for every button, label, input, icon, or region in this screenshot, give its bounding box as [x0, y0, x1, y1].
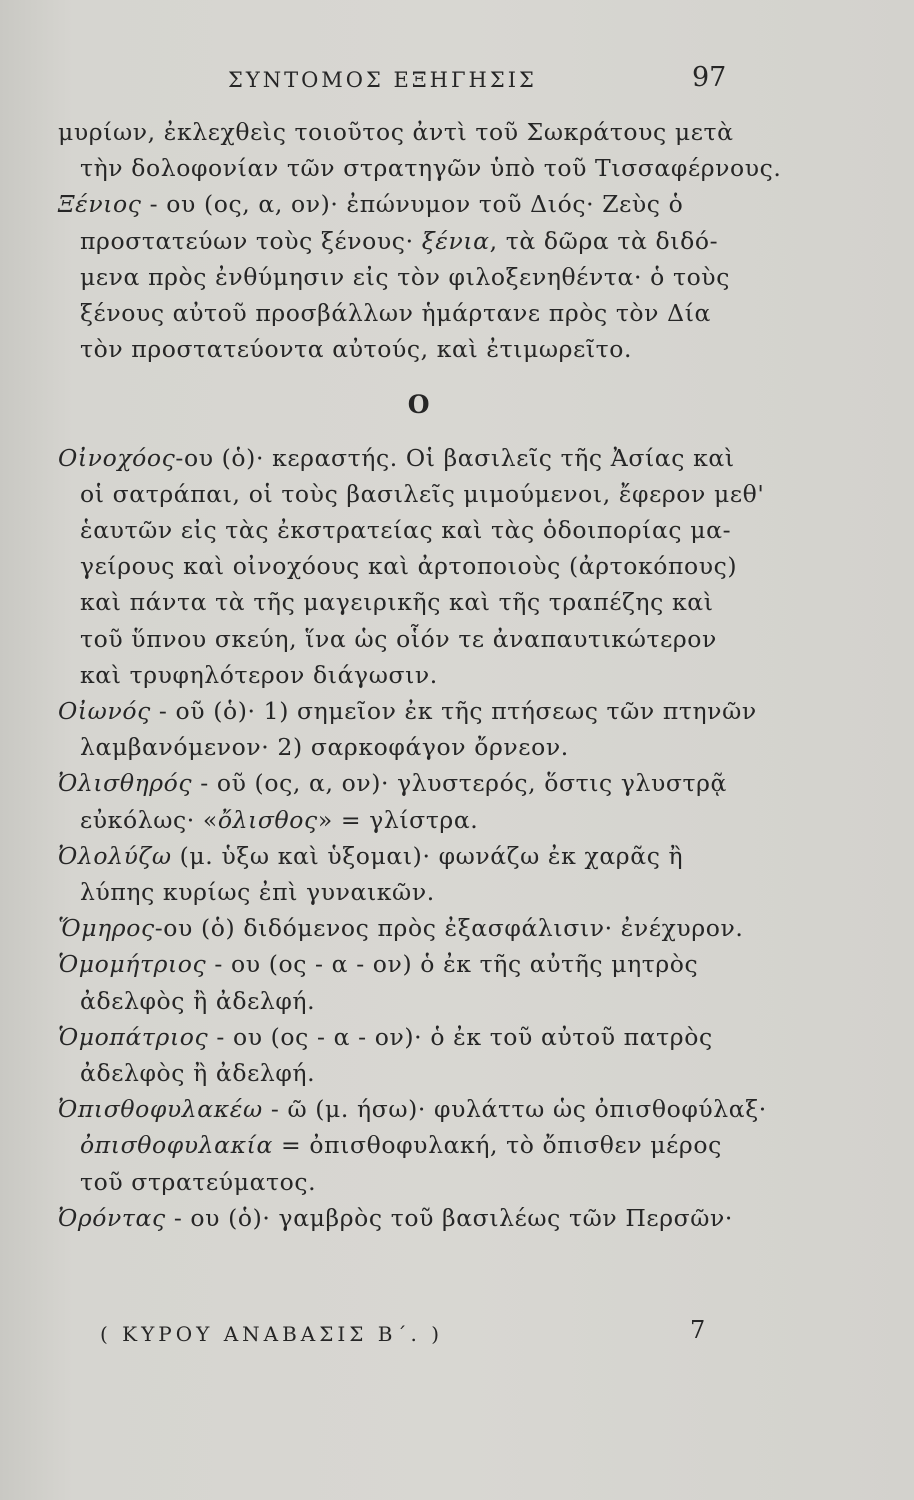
headword: Ὁμομήτριος	[58, 950, 207, 979]
entry-line	[58, 1055, 770, 1091]
entry-text: - ου (ὁ)· γαμβρὸς τοῦ βασιλέως τῶν Περσῶν·	[165, 1203, 733, 1232]
glossary-entry	[58, 1091, 770, 1200]
entry-line	[58, 440, 770, 476]
entry-line	[58, 1019, 770, 1055]
entry-text: ξένους αὐτοῦ προσβάλλων ἡμάρτανε πρὸς τὸν Δία	[80, 299, 711, 328]
entry-line	[58, 223, 770, 259]
entry-line	[58, 838, 770, 874]
entry-text: - οῦ (ος, α, ον)· γλυστερός, ὅστις γλυστρᾷ	[192, 769, 728, 798]
entry-text: ἀδελφὸς ἢ ἀδελφή.	[80, 986, 316, 1015]
italic-term: ὄλισθος	[217, 805, 318, 834]
section-letter: Ο	[407, 390, 431, 420]
entry-text: - ου (ος - α - ον)· ὁ ἐκ τοῦ αὐτοῦ πατρὸς	[208, 1022, 713, 1051]
headword: Ὀλισθηρός	[58, 769, 193, 798]
entry-text: - οῦ (ὁ)· 1) σημεῖον ἐκ τῆς πτήσεως τῶν πτηνῶν	[150, 697, 757, 726]
entry-line	[58, 295, 770, 331]
entry-line	[58, 1200, 770, 1236]
entry-text: ἑαυτῶν εἰς τὰς ἐκστρατείας καὶ τὰς ὁδοιπορίας μα-	[80, 516, 732, 545]
running-head	[0, 62, 914, 92]
printer-signature: ( ΚΥΡΟΥ ΑΝΑΒΑΣΙΣ Β΄. )	[100, 1322, 443, 1346]
entry-text: (μ. ὑξω καὶ ὑξομαι)· φωνάζω ἐκ χαρᾶς ἢ	[171, 841, 684, 870]
headword: Ὀρόντας	[58, 1203, 166, 1232]
entry-text: - ου (ος - α - ον) ὁ ἐκ τῆς αὐτῆς μητρὸς	[206, 950, 699, 979]
italic-term: ξένια	[421, 226, 490, 255]
headword: Οἰνοχόος	[58, 443, 176, 472]
entry-text: προστατεύων τοὺς ξένους·	[80, 226, 422, 255]
entry-text: -ου (ὁ) διδόμενος πρὸς ἐξασφάλισιν· ἐνέχυρον.	[154, 914, 744, 943]
headword: Ὅμηρος	[58, 914, 155, 943]
entry-line	[58, 765, 770, 801]
glossary-entry	[58, 186, 770, 367]
entry-text: - ῶ (μ. ήσω)· φυλάττω ὡς ὀπισθοφύλαξ·	[262, 1095, 767, 1124]
entry-text: , τὰ δῶρα τὰ διδό-	[489, 226, 719, 255]
italic-term: ὀπισθοφυλακία	[80, 1131, 273, 1160]
headword: Ὀπισθοφυλακέω	[58, 1095, 263, 1124]
entry-text: = ὀπισθοφυλακή, τὸ ὄπισθεν μέρος	[272, 1131, 722, 1160]
entry-line	[58, 1127, 770, 1163]
glossary-text	[58, 114, 782, 1236]
entry-text: τὴν δολοφονίαν τῶν στρατηγῶν ὑπὸ τοῦ Τισσαφέρνους.	[80, 154, 782, 183]
entry-line	[58, 693, 770, 729]
entry-text: γείρους καὶ οἰνοχόους καὶ ἀρτοποιοὺς (ἀρτοκόπους)	[80, 552, 738, 581]
entry-line	[58, 548, 770, 584]
entry-line	[58, 729, 770, 765]
entry-line	[58, 331, 770, 367]
entry-text: λύπης κυρίως ἐπὶ γυναικῶν.	[80, 878, 435, 907]
signature-line	[100, 1316, 720, 1356]
entry-text: τοῦ στρατεύματος.	[80, 1167, 317, 1196]
entry-line	[58, 150, 782, 186]
entry-line	[58, 512, 770, 548]
entry-text: -ου (ὁ)· κεραστής. Οἱ βασιλεῖς τῆς Ἀσίας καὶ	[175, 443, 735, 472]
entry-text: λαμβανόμενον· 2) σαρκοφάγον ὄρνεον.	[80, 733, 569, 762]
entry-line	[58, 983, 770, 1019]
headword: Ὁμοπάτριος	[58, 1022, 209, 1051]
entry-text: μενα πρὸς ἐνθύμησιν εἰς τὸν φιλοξενηθέντα· ὁ τοὺς	[80, 262, 730, 291]
entry-line	[58, 802, 770, 838]
glossary-entry	[58, 693, 770, 765]
entry-text: μυρίων, ἐκλεχθεὶς τοιοῦτος ἀντὶ τοῦ Σωκράτους μετὰ	[58, 118, 734, 146]
entry-text: τοῦ ὕπνου σκεύη, ἵνα ὡς οἷόν τε ἀναπαυτικώτερον	[80, 624, 717, 653]
entry-line	[58, 657, 770, 693]
entry-line	[58, 1164, 770, 1200]
entry-line	[58, 186, 770, 222]
entry-line	[58, 621, 770, 657]
glossary-entry	[58, 440, 770, 693]
entry-text: ἀδελφὸς ἢ ἀδελφή.	[80, 1059, 316, 1088]
entry-text: καὶ τρυφηλότερον διάγωσιν.	[80, 660, 438, 689]
glossary-entry	[58, 114, 782, 186]
entry-line	[58, 584, 770, 620]
headword: Ξένιος	[58, 190, 142, 219]
running-title: ΣΥΝΤΟΜΟΣ ΕΞΗΓΗΣΙΣ	[228, 68, 537, 92]
page-number: 97	[692, 62, 727, 93]
entry-line	[58, 946, 770, 982]
entry-text: » = γλίστρα.	[317, 805, 479, 834]
glossary-entry	[58, 946, 770, 1018]
entry-line	[58, 114, 770, 150]
entry-line	[58, 1091, 770, 1127]
entry-text: - ου (ος, α, ον)· ἐπώνυμον τοῦ Διός· Ζεὺς ὁ	[141, 190, 684, 219]
glossary-entry	[58, 765, 770, 837]
entry-text: τὸν προστατεύοντα αὐτούς, καὶ ἐτιμωρεῖτο.	[80, 335, 633, 364]
entry-line	[58, 476, 770, 512]
entry-text: εὐκόλως· «	[80, 805, 218, 834]
glossary-entry	[58, 1019, 770, 1091]
entry-line	[58, 259, 770, 295]
entry-text: καὶ πάντα τὰ τῆς μαγειρικῆς καὶ τῆς τραπέζης καὶ	[80, 588, 714, 617]
entry-text: οἱ σατράπαι, οἱ τοὺς βασιλεῖς μιμούμενοι, ἔφερον μεθ'	[80, 479, 765, 508]
glossary-entry	[58, 1200, 770, 1236]
entry-line	[58, 910, 770, 946]
entry-line	[58, 874, 770, 910]
headword: Οἰωνός	[58, 697, 151, 726]
gathering-number: 7	[690, 1316, 706, 1344]
glossary-entry	[58, 910, 770, 946]
headword: Ὀλολύζω	[58, 841, 172, 870]
glossary-entry	[58, 838, 770, 910]
